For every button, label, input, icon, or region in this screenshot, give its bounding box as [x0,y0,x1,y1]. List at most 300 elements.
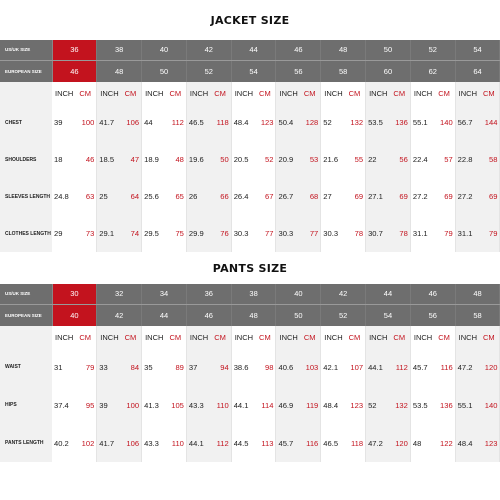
inch-unit-label: INCH [100,88,119,98]
inch-value: 27.2 [412,192,428,201]
cm-unit-label: CM [124,88,137,98]
us-size-cell: 46 [276,40,321,60]
inch-unit-label: INCH [234,88,254,98]
cm-unit-label: CM [438,332,450,342]
european-size-cell: 52 [321,304,366,326]
cm-value: 144 [484,118,498,127]
cm-value: 77 [265,229,274,238]
measurement-cell [276,386,321,424]
european-size-cell: 46 [52,60,97,82]
european-size-cell: 54 [366,304,411,326]
inch-value: 37 [188,362,198,372]
cm-unit-label: CM [483,88,495,98]
measurement-label: HIPS [0,386,52,424]
cm-value: 77 [309,229,319,238]
measurement-cell [97,215,142,252]
inch-unit-label: INCH [189,332,209,342]
measurement-cell [321,141,366,178]
inch-value: 47.2 [368,438,383,448]
inch-value: 35 [144,362,153,372]
measurement-cell [231,386,276,424]
measurement-cell [276,348,321,386]
cm-value: 123 [260,118,274,127]
measurement-cell [52,141,97,178]
measurement-cell [455,386,500,424]
inch-value: 30.3 [323,229,339,238]
measurement-cell [276,104,321,141]
jacket-size-title: JACKET SIZE [210,14,290,27]
measurement-cell [366,141,411,178]
cm-value: 64 [130,192,140,201]
european-size-cell: 50 [142,60,187,82]
cm-value: 58 [489,155,498,164]
measurement-cell [97,178,142,215]
cm-value: 57 [444,155,453,164]
measurement-row [0,386,500,424]
unit-cell [97,326,142,348]
us-size-cell: 44 [231,40,276,60]
cm-value: 67 [265,192,274,201]
measurement-cell [410,178,455,215]
measurement-cell [321,348,366,386]
inch-value: 31 [54,362,63,372]
cm-value: 122 [440,438,453,448]
cm-value: 120 [484,362,498,372]
us-size-cell: 42 [186,40,231,60]
european-size-label: EUROPEAN SIZE [0,60,52,82]
cm-value: 75 [175,229,184,238]
cm-value: 84 [130,362,140,372]
measurement-cell [276,424,321,462]
cm-value: 69 [354,192,364,201]
measurement-cell [52,178,97,215]
inch-value: 22 [368,155,377,164]
inch-value: 41.7 [99,438,115,448]
cm-value: 140 [484,400,498,410]
cm-value: 113 [261,438,274,448]
cm-value: 110 [171,438,184,448]
unit-row-label [0,82,52,104]
us-size-row [0,284,500,304]
us-size-cell: 54 [455,40,500,60]
measurement-cell [366,178,411,215]
unit-cell [142,326,187,348]
european-size-cell: 52 [186,60,231,82]
european-size-cell: 60 [366,60,411,82]
cm-value: 50 [220,155,229,164]
cm-value: 102 [81,438,95,448]
cm-value: 55 [354,155,364,164]
cm-value: 107 [350,362,364,372]
inch-value: 39 [54,118,63,127]
cm-unit-label: CM [348,332,361,342]
us-size-cell: 34 [142,284,187,304]
inch-value: 48 [412,438,422,448]
cm-value: 63 [85,192,95,201]
inch-value: 44.1 [233,400,249,410]
european-size-cell: 54 [231,60,276,82]
cm-value: 128 [305,118,319,127]
cm-value: 110 [216,400,229,410]
measurement-cell [97,141,142,178]
cm-value: 106 [126,438,140,448]
inch-value: 27.1 [368,192,383,201]
measurement-row [0,348,500,386]
inch-value: 50.4 [278,118,294,127]
cm-value: 123 [350,400,364,410]
inch-value: 46.9 [278,400,294,410]
unit-cell [321,326,366,348]
unit-cell [410,326,455,348]
european-size-cell: 40 [52,304,97,326]
measurement-cell [321,178,366,215]
measurement-cell [186,178,231,215]
measurement-cell [455,178,500,215]
measurement-cell [142,215,187,252]
cm-value: 119 [306,400,319,410]
unit-cell [52,326,97,348]
cm-value: 65 [175,192,184,201]
unit-cell [455,82,500,104]
measurement-cell [321,215,366,252]
inch-value: 24.8 [54,192,69,201]
cm-value: 56 [399,155,408,164]
cm-value: 118 [216,118,229,127]
european-size-cell: 64 [455,60,500,82]
inch-unit-label: INCH [458,332,478,342]
inch-unit-label: INCH [145,88,164,98]
measurement-cell [231,141,276,178]
unit-cell [276,82,321,104]
cm-value: 73 [85,229,95,238]
cm-unit-label: CM [214,88,226,98]
inch-value: 26 [188,192,198,201]
inch-value: 37.4 [54,400,69,410]
cm-unit-label: CM [393,88,406,98]
cm-value: 78 [399,229,408,238]
cm-value: 47 [130,155,140,164]
cm-value: 120 [395,438,408,448]
inch-unit-label: INCH [413,332,433,342]
inch-unit-label: INCH [189,88,209,98]
pants-size-table [0,284,500,462]
inch-value: 22.4 [412,155,428,164]
cm-value: 116 [306,438,319,448]
measurement-cell [410,424,455,462]
measurement-label: PANTS LENGTH [0,424,52,462]
inch-value: 39 [99,400,108,410]
cm-value: 94 [220,362,229,372]
us-size-label: US/UK SIZE [0,284,52,304]
measurement-cell [186,424,231,462]
measurement-cell [52,215,97,252]
inch-unit-label: INCH [413,88,433,98]
measurement-row [0,215,500,252]
european-size-cell: 58 [321,60,366,82]
measurement-cell [231,178,276,215]
inch-value: 44.1 [188,438,204,448]
unit-cell [231,82,276,104]
european-size-cell: 48 [231,304,276,326]
cm-value: 112 [395,362,408,372]
european-size-cell: 46 [186,304,231,326]
inch-value: 25.6 [144,192,159,201]
inch-value: 29.5 [144,229,159,238]
unit-cell [52,82,97,104]
inch-value: 45.7 [278,438,294,448]
cm-value: 69 [489,192,498,201]
cm-value: 123 [484,438,498,448]
inch-unit-label: INCH [369,88,388,98]
inch-value: 19.6 [188,155,204,164]
european-size-cell: 58 [455,304,500,326]
cm-value: 79 [489,229,498,238]
inch-value: 31.1 [457,229,473,238]
us-size-cell: 42 [321,284,366,304]
inch-value: 43.3 [144,438,159,448]
inch-value: 41.3 [144,400,159,410]
european-size-cell: 48 [97,60,142,82]
inch-value: 29.9 [188,229,204,238]
unit-cell [410,82,455,104]
measurement-cell [186,104,231,141]
inch-value: 40.2 [54,438,69,448]
inch-value: 38.6 [233,362,249,372]
us-size-label: US/UK SIZE [0,40,52,60]
european-size-row [0,60,500,82]
inch-value: 30.3 [278,229,294,238]
inch-unit-label: INCH [324,332,343,342]
inch-value: 45.7 [412,362,428,372]
inch-unit-label: INCH [279,88,298,98]
us-size-cell: 32 [97,284,142,304]
measurement-cell [231,348,276,386]
inch-unit-label: INCH [458,88,478,98]
measurement-row [0,141,500,178]
us-size-row [0,40,500,60]
measurement-cell [231,424,276,462]
inch-value: 29.1 [99,229,115,238]
unit-cell [455,326,500,348]
measurement-cell [366,348,411,386]
european-size-cell: 42 [97,304,142,326]
unit-cell [186,82,231,104]
unit-row [0,82,500,104]
measurement-cell [186,215,231,252]
cm-unit-label: CM [214,332,226,342]
measurement-label: CHEST [0,104,52,141]
us-size-cell: 30 [52,284,97,304]
inch-value: 27.2 [457,192,473,201]
cm-value: 114 [261,400,274,410]
measurement-cell [97,104,142,141]
measurement-row [0,178,500,215]
cm-value: 140 [440,118,453,127]
measurement-cell [142,141,187,178]
cm-unit-label: CM [483,332,495,342]
cm-value: 112 [216,438,229,448]
european-size-cell: 50 [276,304,321,326]
unit-cell [366,326,411,348]
unit-row [0,326,500,348]
cm-value: 103 [305,362,319,372]
european-size-cell: 56 [410,304,455,326]
us-size-cell: 38 [97,40,142,60]
measurement-row [0,104,500,141]
cm-value: 69 [399,192,408,201]
cm-unit-label: CM [169,332,182,342]
measurement-cell [366,386,411,424]
cm-value: 95 [85,400,95,410]
inch-value: 55.1 [412,118,428,127]
inch-value: 33 [99,362,108,372]
inch-value: 30.7 [368,229,383,238]
measurement-cell [321,104,366,141]
measurement-cell [321,386,366,424]
measurement-cell [142,104,187,141]
inch-value: 27 [323,192,332,201]
us-size-cell: 40 [142,40,187,60]
inch-unit-label: INCH [100,332,119,342]
measurement-cell [97,424,142,462]
measurement-cell [186,141,231,178]
inch-value: 20.5 [233,155,249,164]
cm-value: 79 [444,229,453,238]
inch-unit-label: INCH [234,332,254,342]
measurement-cell [455,141,500,178]
measurement-cell [366,215,411,252]
inch-value: 48.4 [323,400,339,410]
measurement-cell [455,424,500,462]
inch-unit-label: INCH [324,88,343,98]
unit-cell [186,326,231,348]
inch-value: 41.7 [99,118,115,127]
cm-value: 53 [309,155,319,164]
measurement-label: SHOULDERS [0,141,52,178]
inch-value: 44.5 [233,438,249,448]
cm-value: 100 [81,118,95,127]
cm-value: 66 [220,192,229,201]
european-size-row [0,304,500,326]
inch-value: 18.9 [144,155,159,164]
inch-value: 53.5 [368,118,383,127]
cm-unit-label: CM [79,332,92,342]
measurement-cell [186,348,231,386]
inch-unit-label: INCH [145,332,164,342]
cm-value: 68 [309,192,319,201]
cm-value: 98 [265,362,274,372]
cm-value: 112 [171,118,184,127]
inch-unit-label: INCH [55,332,74,342]
us-size-cell: 38 [231,284,276,304]
us-size-cell: 36 [186,284,231,304]
measurement-cell [410,104,455,141]
measurement-cell [52,104,97,141]
measurement-cell [142,348,187,386]
cm-value: 46 [85,155,95,164]
measurement-cell [142,386,187,424]
cm-value: 89 [175,362,184,372]
us-size-cell: 46 [410,284,455,304]
measurement-cell [52,386,97,424]
measurement-cell [97,386,142,424]
inch-value: 25 [99,192,108,201]
measurement-cell [455,215,500,252]
cm-unit-label: CM [303,332,316,342]
measurement-cell [276,141,321,178]
cm-value: 69 [444,192,453,201]
european-size-label: EUROPEAN SIZE [0,304,52,326]
measurement-cell [410,215,455,252]
us-size-cell: 50 [366,40,411,60]
european-size-cell: 56 [276,60,321,82]
inch-value: 52 [323,118,332,127]
cm-value: 132 [350,118,364,127]
us-size-cell: 40 [276,284,321,304]
cm-unit-label: CM [124,332,137,342]
measurement-label: WAIST [0,348,52,386]
measurement-cell [52,424,97,462]
measurement-cell [276,215,321,252]
measurement-cell [410,141,455,178]
unit-cell [97,82,142,104]
european-size-cell: 44 [142,304,187,326]
cm-value: 116 [440,362,453,372]
inch-value: 31.1 [412,229,428,238]
unit-cell [366,82,411,104]
measurement-cell [52,348,97,386]
inch-value: 46.5 [188,118,204,127]
inch-value: 18.5 [99,155,115,164]
cm-value: 52 [265,155,274,164]
measurement-cell [455,348,500,386]
inch-value: 55.1 [457,400,473,410]
cm-unit-label: CM [348,88,361,98]
inch-unit-label: INCH [55,88,74,98]
us-size-cell: 44 [366,284,411,304]
unit-cell [142,82,187,104]
cm-unit-label: CM [169,88,182,98]
unit-cell [321,82,366,104]
cm-unit-label: CM [79,88,92,98]
cm-value: 136 [440,400,453,410]
inch-value: 48.4 [233,118,249,127]
cm-unit-label: CM [438,88,450,98]
measurement-cell [97,348,142,386]
inch-value: 44 [144,118,153,127]
inch-value: 42.1 [323,362,339,372]
inch-value: 56.7 [457,118,473,127]
measurement-cell [410,386,455,424]
inch-value: 53.5 [412,400,428,410]
cm-value: 78 [354,229,364,238]
measurement-cell [186,386,231,424]
measurement-cell [366,424,411,462]
measurement-cell [142,424,187,462]
inch-value: 20.9 [278,155,294,164]
cm-value: 79 [85,362,95,372]
inch-value: 52 [368,400,377,410]
us-size-cell: 36 [52,40,97,60]
measurement-cell [231,215,276,252]
european-size-cell: 62 [410,60,455,82]
cm-unit-label: CM [393,332,406,342]
inch-value: 29 [54,229,63,238]
inch-value: 22.8 [457,155,473,164]
inch-value: 40.6 [278,362,294,372]
measurement-cell [410,348,455,386]
cm-value: 132 [395,400,408,410]
